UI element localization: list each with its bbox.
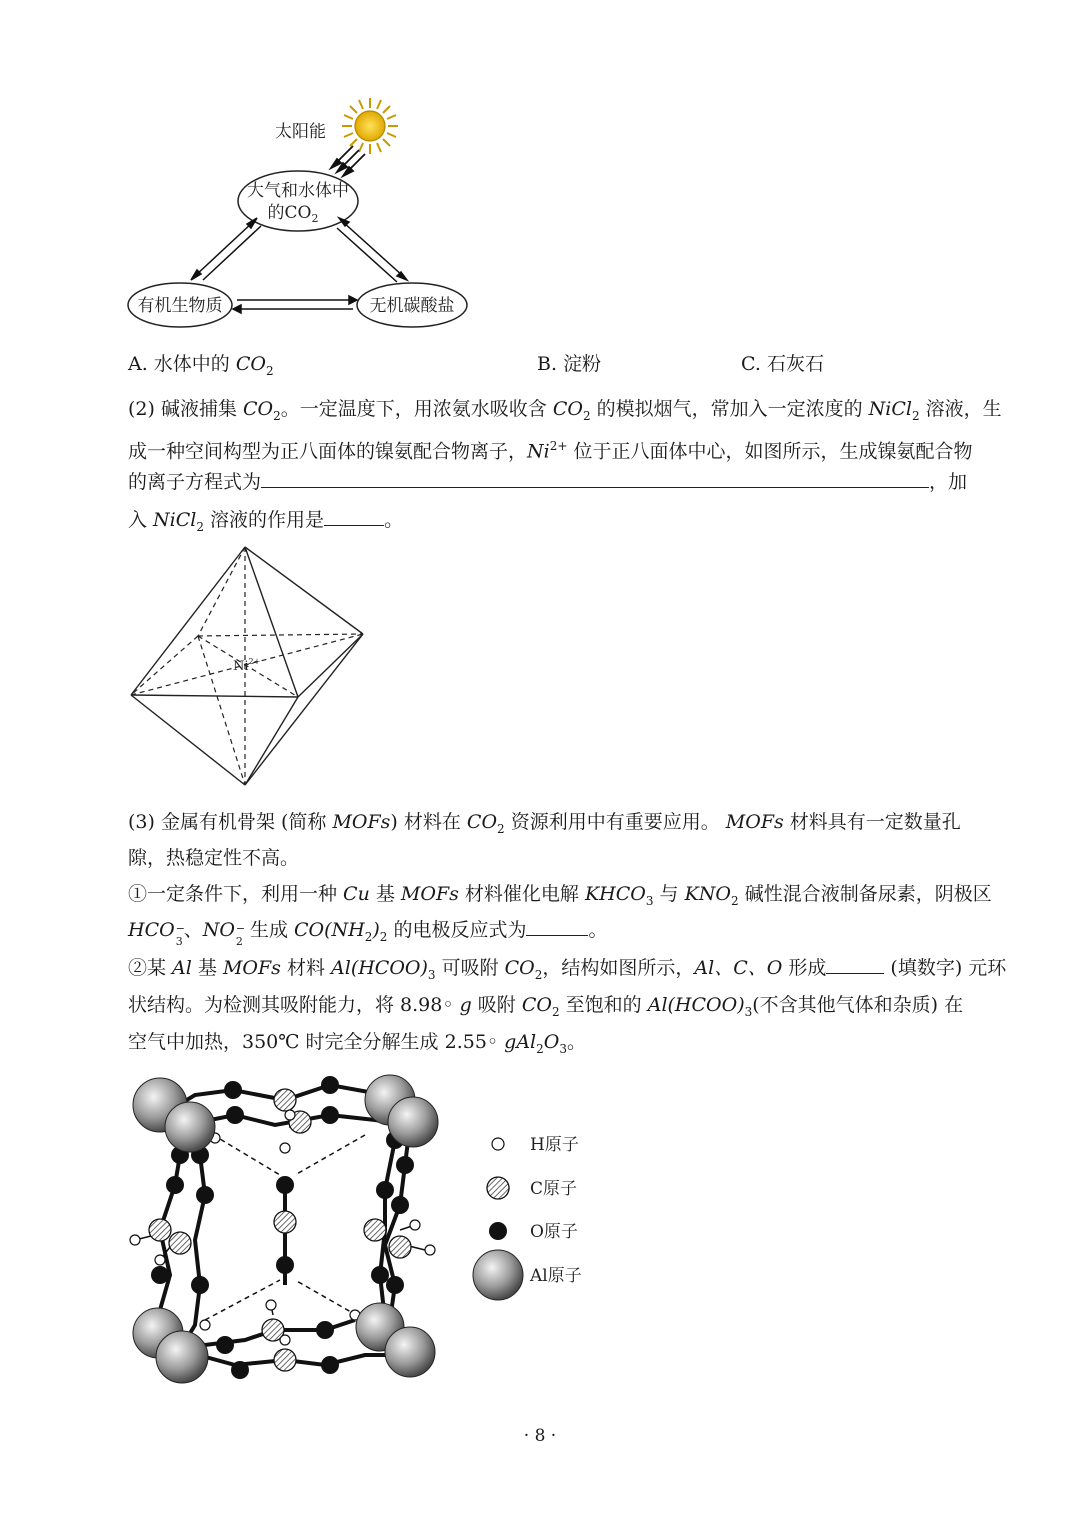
sun-label: 太阳能 — [275, 122, 326, 142]
answer-blank-ring-size[interactable] — [826, 972, 884, 974]
legend-o-atom-icon — [489, 1222, 507, 1240]
q3-line7: 空气中加热，350℃ 时完全分解生成 2.55◦ $gAl_2O_3$。 — [128, 1031, 586, 1056]
sun-icon — [342, 98, 398, 154]
q3-line6: 状结构。为检测其吸附能力，将 8.98◦ g 吸附 $CO_2$ 至饱和的 $Al(HCOO)_3$(不含其他气体和杂质) 在 — [128, 994, 964, 1019]
inorganic-carbonate-label: 无机碳酸盐 — [369, 296, 455, 316]
q3-line5: ②某 Al 基 MOFs 材料 $Al(HCOO)_3$ 可吸附 $CO_2$，结构如图所示，Al、C、O 形成 (填数字) 元环 — [128, 957, 1007, 982]
answer-blank-electrode-reaction[interactable] — [526, 934, 588, 936]
legend-c-atom-icon — [487, 1177, 509, 1199]
option-a: A. 水体中的 $CO_2$ — [128, 353, 274, 378]
legend-al-atom-icon — [473, 1250, 523, 1300]
atmosphere-water-line1: 大气和水体中 — [247, 181, 349, 201]
q3-line2: 隙，热稳定性不高。 — [128, 847, 300, 869]
legend-c-label: C原子 — [530, 1179, 578, 1199]
mof-legend — [470, 1125, 620, 1305]
answer-blank-nicl2-role[interactable] — [324, 524, 384, 526]
atmosphere-water-line2: 的$CO_2$ — [267, 203, 319, 225]
legend-o-label: O原子 — [530, 1222, 578, 1242]
option-b: B. 淀粉 — [537, 353, 602, 375]
mof-structure-diagram — [125, 1065, 455, 1395]
option-c: C. 石灰石 — [741, 353, 824, 375]
q3-line1: (3) 金属有机骨架 (简称 MOFs) 材料在 $CO_2$ 资源利用中有重要应用。 MOFs 材料具有一定数量孔 — [128, 811, 961, 836]
q2-line2: 成一种空间构型为正八面体的镍氨配合物离子，$Ni^{2+}$ 位于正八面体中心，如图所示，生成镍氨配合物 — [128, 439, 973, 463]
octahedron-diagram — [125, 540, 375, 790]
carbon-cycle-diagram — [125, 90, 485, 340]
q2-line3: 的离子方程式为 ，加 — [128, 471, 968, 493]
legend-al-label: Al原子 — [530, 1266, 582, 1286]
organic-biomass-label: 有机生物质 — [137, 296, 223, 316]
legend-h-label: H原子 — [530, 1135, 579, 1155]
q2-line4: 入 NiCl$_2$ 溶液的作用是 。 — [128, 509, 404, 534]
nickel-ion-label: $Ni^{2+}$ — [233, 657, 261, 674]
answer-blank-ionic-equation[interactable] — [261, 486, 929, 488]
legend-h-atom-icon — [492, 1138, 504, 1150]
q3-line3: ①一定条件下，利用一种 Cu 基 MOFs 材料催化电解 $KHCO_3$ 与 $KNO_2$ 碱性混合液制备尿素，阴极区 — [128, 883, 992, 908]
page-number: · 8 · — [523, 1426, 557, 1446]
q2-line1: (2) 碱液捕集 $CO_2$。一定温度下，用浓氨水吸收含 $CO_2$ 的模拟烟气，常加入一定浓度的 NiCl$_2$ 溶液，生 — [128, 398, 1002, 423]
q3-line4: HCO − 3 、NO − 2 生成 $CO(NH_2)_2$ 的电极反应式为 。 — [128, 919, 608, 948]
